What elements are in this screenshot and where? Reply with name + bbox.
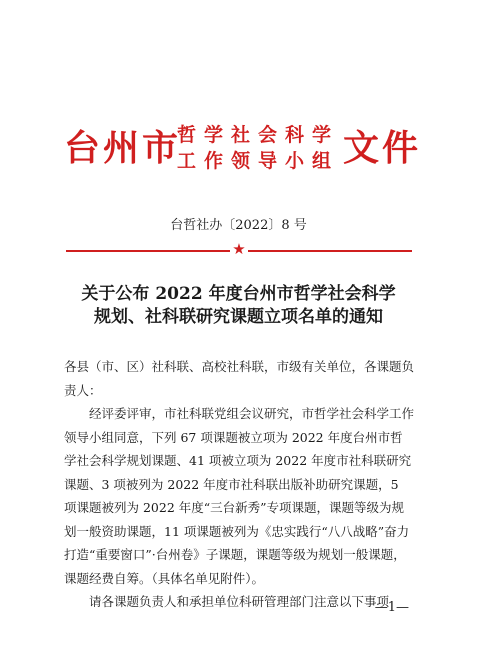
red-divider <box>66 240 412 258</box>
divider-line-left <box>66 250 230 252</box>
header-org <box>177 122 340 174</box>
document-title <box>0 283 477 329</box>
header-doc-type: 文件 <box>343 127 422 169</box>
title-line2: 规划、社科联研究课题立项名单的通知 <box>94 307 383 327</box>
page-number: —1— <box>374 600 409 615</box>
star-icon: ★ <box>232 240 246 258</box>
header-city: 台州市 <box>64 127 182 169</box>
body-paragraph-2: 请各课题负责人和承担单位科研管理部门注意以下事项 <box>89 594 390 609</box>
header-org-line1: 哲学社会科学 <box>177 124 340 146</box>
document-number: 台哲社办〔2022〕8 号 <box>170 218 307 233</box>
divider-line-right <box>248 250 412 252</box>
document-header <box>0 122 477 182</box>
salutation: 各县（市、区）社科联、高校社科联，市级有关单位，各课题负责人： <box>64 359 415 398</box>
header-org-line2: 工作领导小组 <box>177 150 340 172</box>
title-line1: 关于公布 2022 年度台州市哲学社会科学 <box>81 284 396 304</box>
body-paragraph-1: 经评委评审，市社科联党组会议研究，市哲学社会科学工作领导小组同意，下列 67 项课题被立项为 2022 年度台州市哲学社会科学规划课题、41 项被立项为 2022 年度市社科联研究课题、3 项被列为 2022 年度市社科联出版补助研究课题，5 项课题被列为 2022 年度“三台新秀”专项课题，课题等级为规划一般资助课题，11 项课题被列为《忠实践行“八八战略”奋力打造“重要窗口”·台州卷》子课题，课题等级为规划一般课题，课题经费自筹。（具体名单见附件）。 <box>64 406 415 586</box>
document-body <box>64 355 414 614</box>
